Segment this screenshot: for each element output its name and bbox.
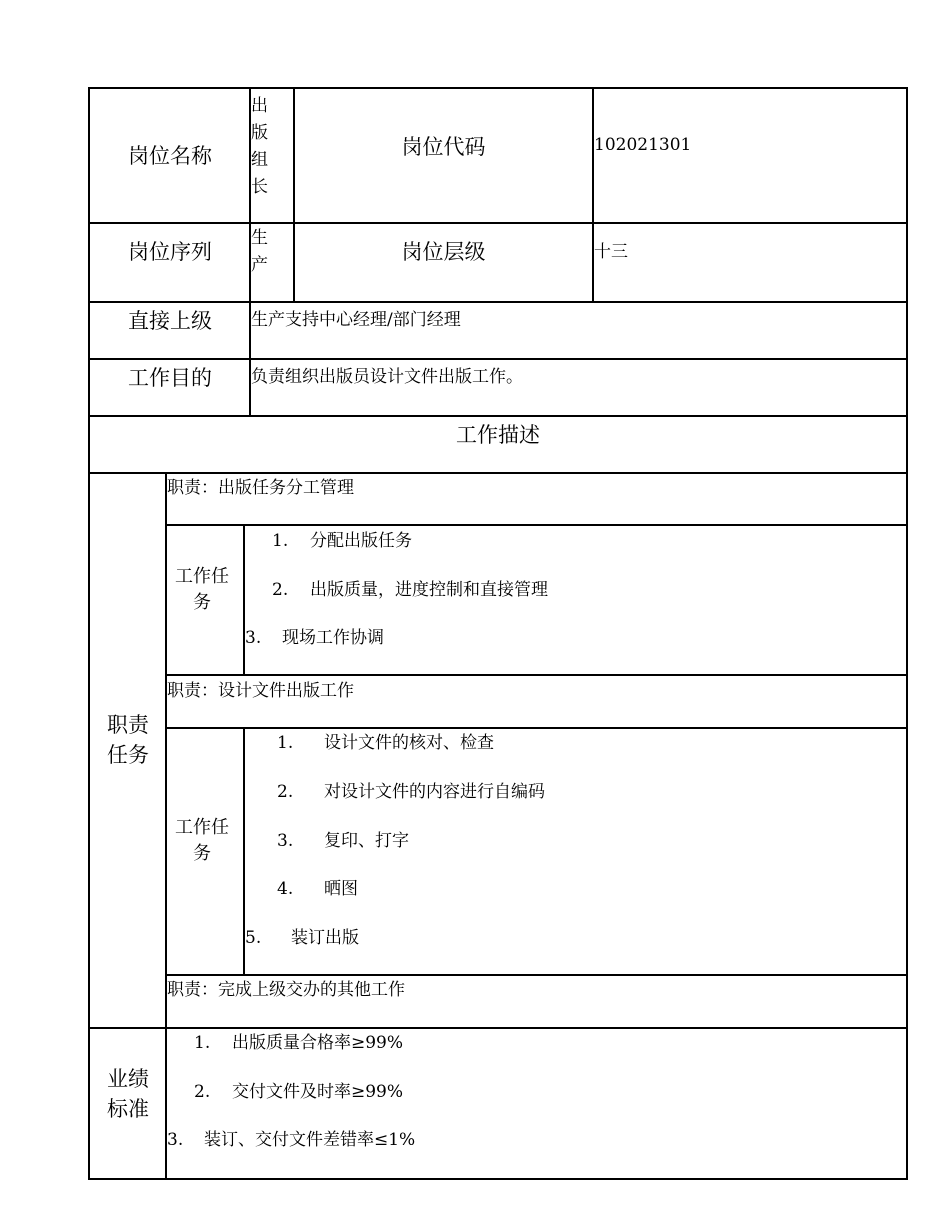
performance-label: 业绩标准	[107, 1067, 149, 1121]
divider	[88, 1027, 908, 1029]
purpose-value: 负责组织出版员设计文件出版工作。	[251, 367, 523, 387]
position-level-label: 岗位层级	[401, 240, 486, 264]
performance-item: 1. 出版质量合格率≥99%	[194, 1033, 404, 1053]
task-item: 1. 设计文件的核对、检查	[277, 733, 494, 753]
divider	[592, 87, 594, 302]
divider	[166, 974, 908, 976]
performance-item: 3. 装订、交付文件差错率≤1%	[167, 1130, 416, 1150]
task-item: 2. 对设计文件的内容进行自编码	[277, 782, 545, 802]
divider	[88, 472, 908, 474]
divider	[165, 472, 167, 1180]
task-item: 4. 晒图	[277, 879, 358, 899]
task-item: 3. 复印、打字	[277, 831, 409, 851]
task-item: 1. 分配出版任务	[272, 531, 412, 551]
duty-title: 职责：完成上级交办的其他工作	[167, 980, 405, 1000]
task-item: 2. 出版质量，进度控制和直接管理	[272, 580, 548, 600]
position-series-value: 生产	[251, 228, 268, 275]
position-code-label: 岗位代码	[401, 135, 486, 159]
supervisor-value: 生产支持中心经理/部门经理	[251, 310, 461, 330]
divider	[166, 727, 908, 729]
position-series-label: 岗位序列	[128, 240, 212, 264]
position-name-label: 岗位名称	[128, 143, 212, 168]
position-name-value: 出版组长	[251, 96, 268, 197]
duties-label: 职责任务	[107, 713, 149, 767]
divider	[243, 524, 245, 675]
task-label: 工作任务	[175, 566, 229, 613]
purpose-label: 工作目的	[128, 366, 212, 390]
position-level-value: 十三	[594, 242, 628, 262]
section-title: 工作描述	[456, 423, 540, 447]
performance-item: 2. 交付文件及时率≥99%	[194, 1082, 404, 1102]
task-label: 工作任务	[175, 817, 229, 864]
task-item: 3. 现场工作协调	[245, 628, 384, 648]
position-code-value: 102021301	[594, 135, 692, 155]
task-item: 5. 装订出版	[245, 928, 359, 948]
duty-title: 职责：设计文件出版工作	[167, 681, 354, 701]
supervisor-label: 直接上级	[128, 309, 212, 333]
divider	[166, 674, 908, 676]
divider	[166, 524, 908, 526]
duty-title: 职责：出版任务分工管理	[167, 478, 354, 498]
